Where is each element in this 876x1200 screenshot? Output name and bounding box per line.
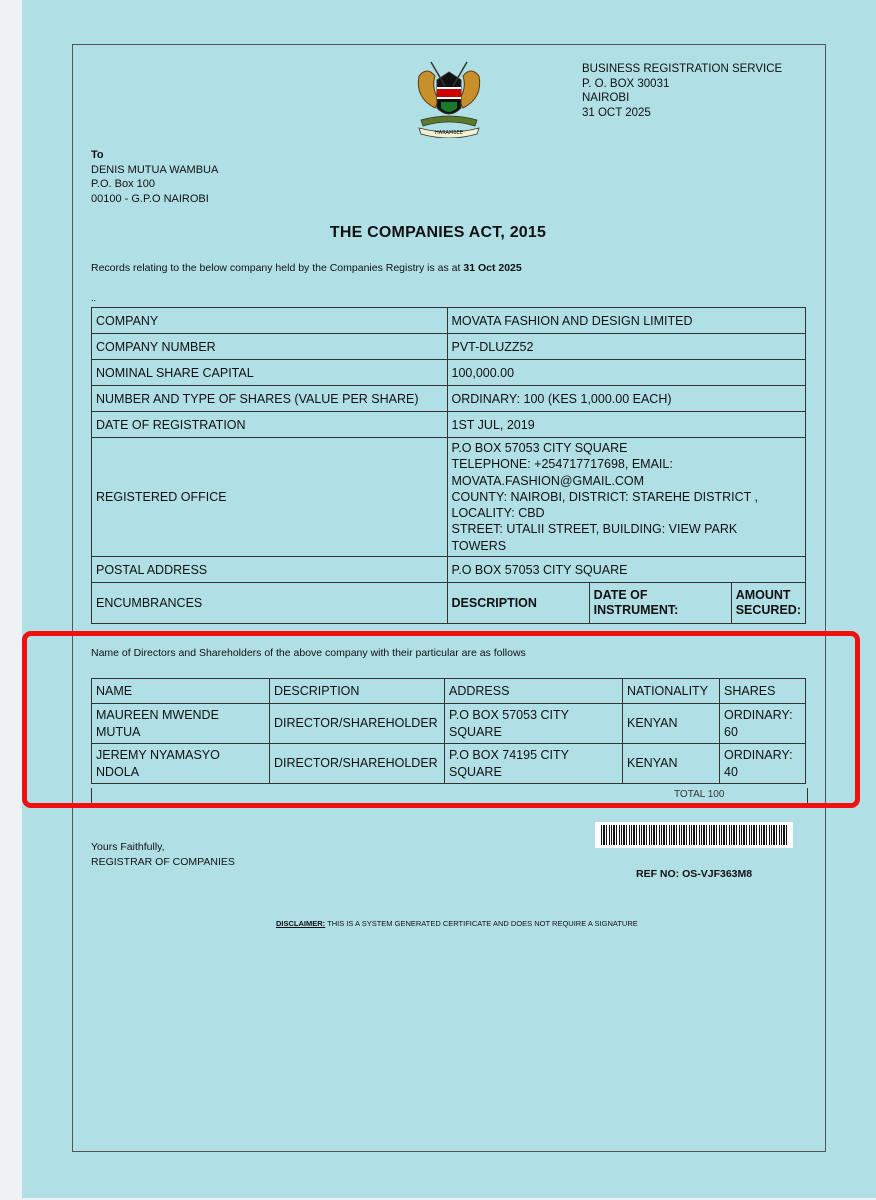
issuer-line: P. O. BOX 30031 [582, 77, 670, 90]
company-details-table [91, 307, 806, 624]
address-line: SQUARE [449, 764, 502, 779]
column-header: SHARES [720, 679, 806, 704]
field-label: POSTAL ADDRESS [92, 557, 448, 583]
records-note [91, 262, 522, 274]
registered-office-value [447, 438, 806, 557]
name-line: MUTUA [96, 724, 141, 739]
column-header: DESCRIPTION [270, 679, 445, 704]
field-value: ORDINARY: 100 (KES 1,000.00 EACH) [447, 386, 806, 412]
table-row [92, 438, 806, 557]
table-row [92, 360, 806, 386]
header-line: INSTRUMENT: [593, 603, 679, 618]
table-row [92, 334, 806, 360]
name-line: JEREMY NYAMASYO [96, 748, 220, 762]
red-highlight-box [22, 631, 860, 808]
field-value: P.O BOX 57053 CITY SQUARE [447, 557, 806, 583]
table-row [92, 386, 806, 412]
header-line: AMOUNT [735, 588, 791, 603]
office-line: MOVATA.FASHION@GMAIL.COM [451, 473, 645, 488]
dots-mark: .. [91, 293, 97, 303]
table-row [92, 583, 806, 624]
total-text: TOTAL 100 [674, 789, 725, 800]
director-nationality: KENYAN [623, 704, 720, 744]
field-label: NUMBER AND TYPE OF SHARES (VALUE PER SHARE) [92, 386, 448, 412]
office-line: TOWERS [451, 538, 507, 553]
shares-line: 60 [724, 724, 738, 739]
office-line: TELEPHONE: +254717717698, EMAIL: [451, 457, 673, 472]
svg-text:HARAMBEE: HARAMBEE [435, 130, 463, 136]
office-line: LOCALITY: CBD [451, 506, 545, 521]
kenya-coat-of-arms-icon [405, 58, 493, 138]
header-line: DATE OF [593, 588, 648, 603]
encumbrance-amount-header [731, 583, 805, 624]
address-line: SQUARE [449, 724, 502, 739]
encumbrance-description-header: DESCRIPTION [447, 583, 589, 624]
office-line: COUNTY: NAIROBI, DISTRICT: STAREHE DISTRICT , [451, 489, 759, 504]
encumbrance-date-header [589, 583, 731, 624]
barcode-icon [595, 822, 793, 848]
records-note-text: Records relating to the below company held by the Companies Registry is as at [91, 262, 464, 274]
address-line: P.O BOX 74195 CITY [449, 748, 569, 762]
disclaimer [276, 919, 638, 928]
records-note-date: 31 Oct 2025 [463, 262, 522, 274]
disclaimer-label: DISCLAIMER: [276, 919, 326, 928]
field-label: ENCUMBRANCES [92, 583, 448, 624]
disclaimer-text: THIS IS A SYSTEM GENERATED CERTIFICATE AND DOES NOT REQUIRE A SIGNATURE [325, 919, 638, 928]
name-line: NDOLA [96, 764, 140, 779]
field-label: NOMINAL SHARE CAPITAL [92, 360, 448, 386]
issuer-line: NAIROBI [582, 92, 630, 104]
shares-line: ORDINARY: [724, 708, 793, 722]
shares-line: 40 [724, 764, 738, 779]
table-row [92, 412, 806, 438]
field-label: COMPANY NUMBER [92, 334, 448, 360]
office-line: P.O BOX 57053 CITY SQUARE [451, 441, 628, 455]
field-value: PVT-DLUZZ52 [447, 334, 806, 360]
office-line: STREET: UTALII STREET, BUILDING: VIEW PARK [451, 522, 738, 537]
recipient-label: To [91, 149, 104, 161]
signoff [91, 840, 235, 869]
column-header: NAME [92, 679, 270, 704]
table-row [92, 308, 806, 334]
recipient-line: DENIS MUTUA WAMBUA [91, 163, 219, 176]
table-row [92, 557, 806, 583]
field-label: REGISTERED OFFICE [92, 438, 448, 557]
signoff-line: Yours Faithfully, [91, 841, 165, 853]
issuer-line: BUSINESS REGISTRATION SERVICE [582, 63, 783, 75]
issue-date: 31 OCT 2025 [582, 106, 651, 119]
field-label: COMPANY [92, 308, 448, 334]
directors-note: Name of Directors and Shareholders of the above company with their particular are as follows [91, 647, 526, 659]
address-line: P.O BOX 57053 CITY [449, 708, 569, 722]
recipient-address [91, 148, 218, 206]
signoff-line: REGISTRAR OF COMPANIES [91, 855, 235, 868]
header-line: SECURED: [735, 603, 801, 618]
issuer-address [582, 62, 782, 120]
name-line: MAUREEN MWENDE [96, 708, 219, 722]
recipient-line: 00100 - G.P.O NAIROBI [91, 192, 209, 205]
column-header: ADDRESS [445, 679, 623, 704]
recipient-line: P.O. Box 100 [91, 178, 156, 190]
barcode-bars [601, 825, 787, 845]
director-nationality: KENYAN [623, 744, 720, 784]
field-value: 100,000.00 [447, 360, 806, 386]
director-description: DIRECTOR/SHAREHOLDER [270, 704, 445, 744]
reference-number: REF NO: OS-VJF363M8 [636, 868, 753, 880]
shares-line: ORDINARY: [724, 748, 793, 762]
document-title: THE COMPANIES ACT, 2015 [329, 224, 547, 241]
field-value: MOVATA FASHION AND DESIGN LIMITED [447, 308, 806, 334]
column-header: NATIONALITY [623, 679, 720, 704]
director-description: DIRECTOR/SHAREHOLDER [270, 744, 445, 784]
field-value: 1ST JUL, 2019 [447, 412, 806, 438]
field-label: DATE OF REGISTRATION [92, 412, 448, 438]
